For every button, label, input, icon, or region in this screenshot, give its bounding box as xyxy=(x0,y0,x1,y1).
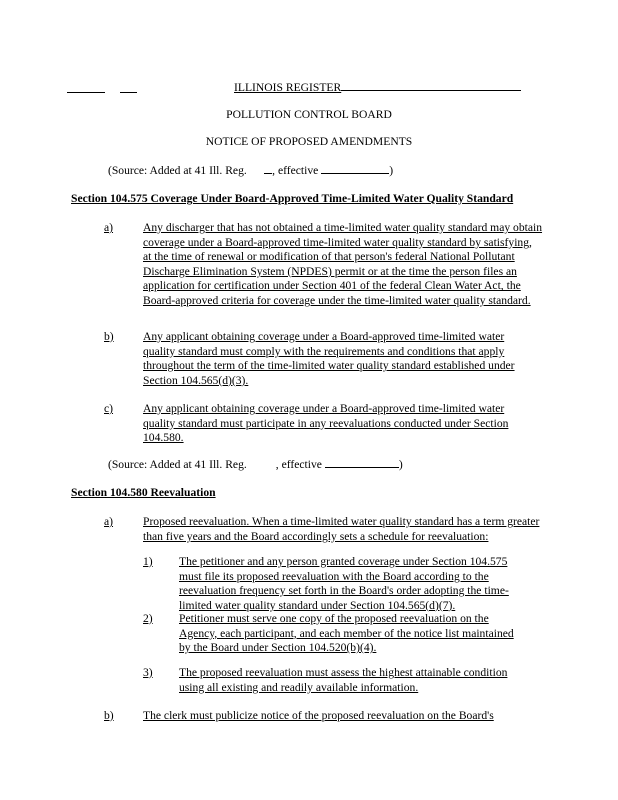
section-heading-104-580: Section 104.580 Reevaluation xyxy=(71,486,216,499)
subparagraph-text: The proposed reevaluation must assess the highest attainable condition using all existing and readily available information. xyxy=(179,666,508,694)
paragraph-text: Any applicant obtaining coverage under a Board-approved time-limited water quality standard must participate in any reevaluations conducted under Section 104.580. xyxy=(143,402,509,445)
source-suffix: ) xyxy=(389,164,394,177)
source-line-2 xyxy=(108,457,403,473)
header-blank-left xyxy=(67,82,137,98)
item-label: c) xyxy=(104,402,114,415)
source-sep: , effective xyxy=(272,164,319,177)
subitem-label: 3) xyxy=(143,666,153,679)
source-prefix: (Source: Added at 41 Ill. Reg. xyxy=(108,164,247,177)
paragraph-text: Any discharger that has not obtained a time-limited water quality standard may obtain coverage under a Board-approved time-limited water quality standard by satisfying, at the time of renewal or modification of that person's federal National Pollutant Discharge Elimination System (NPDES) permit or at the time the person files an application for certification under Section 401 of the federal Clean Water Act, the Board-approved criteria for coverage under the time-limited water quality standard. xyxy=(143,221,543,307)
subitem-label: 1) xyxy=(143,555,153,568)
subparagraph-text: The petitioner and any person granted coverage under Section 104.575 must file its proposed reevaluation with the Board according to the reevaluation frequency set forth in the Board's order adopting the time-limited water quality standard under Section 104.565(d)(7). xyxy=(179,555,509,612)
source-line-1 xyxy=(108,163,393,179)
item-label: b) xyxy=(104,330,114,343)
paragraph-text: The clerk must publicize notice of the proposed reevaluation on the Board's xyxy=(143,709,494,722)
section-heading-104-575: Section 104.575 Coverage Under Board-Approved Time-Limited Water Quality Standard xyxy=(71,192,514,205)
source-prefix: (Source: Added at 41 Ill. Reg. xyxy=(108,458,247,471)
notice-title: NOTICE OF PROPOSED AMENDMENTS xyxy=(205,135,413,148)
paragraph-text: Proposed reevaluation. When a time-limited water quality standard has a term greater than five years and the Board accordingly sets a schedule for reevaluation: xyxy=(143,515,540,543)
item-label: b) xyxy=(104,709,114,722)
board-title: POLLUTION CONTROL BOARD xyxy=(226,108,392,121)
register-title: ILLINOIS REGISTER xyxy=(234,80,521,96)
item-label: a) xyxy=(104,515,114,528)
source-sep: , effective xyxy=(275,458,322,471)
item-label: a) xyxy=(104,221,114,234)
subitem-label: 2) xyxy=(143,612,153,625)
subparagraph-text: Petitioner must serve one copy of the proposed reevaluation on the Agency, each participant, and each member of the notice list maintained by the Board under Section 104.520(b)(4). xyxy=(179,612,514,655)
paragraph-text: Any applicant obtaining coverage under a Board-approved time-limited water quality standard must comply with the requirements and conditions that apply throughout the term of the time-limited water quality standard established under Section 104.565(d)(3). xyxy=(143,330,515,387)
source-suffix: ) xyxy=(398,458,403,471)
